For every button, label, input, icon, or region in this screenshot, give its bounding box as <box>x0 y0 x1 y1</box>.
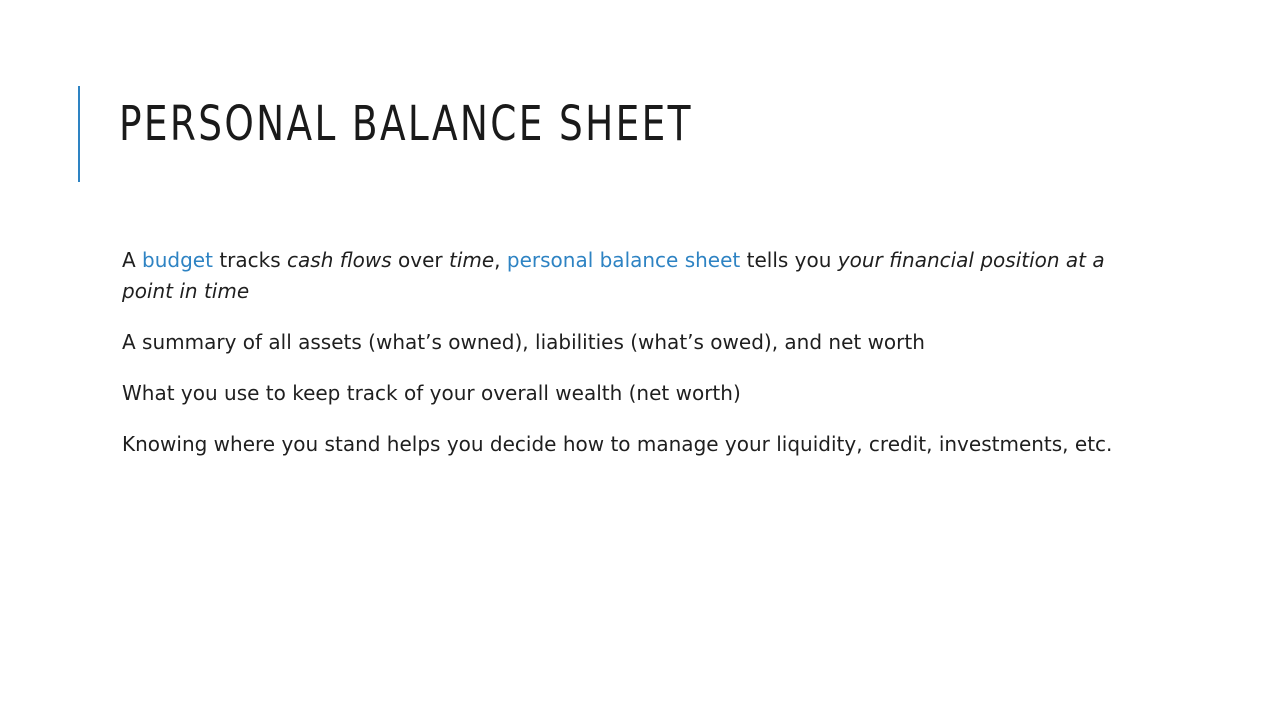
budget-term: budget <box>142 248 213 272</box>
bullet-1 <box>122 245 1142 307</box>
slide-title: PERSONAL BALANCE SHEET <box>119 96 693 152</box>
slide-body <box>122 245 1142 480</box>
bullet-1-text-a: A <box>122 248 143 272</box>
bullet-1-text-b: tracks <box>212 248 288 272</box>
personal-balance-sheet-term: personal balance sheet <box>506 248 741 272</box>
bullet-3: What you use to keep track of your overall wealth (net worth) <box>122 381 741 405</box>
time-term: time <box>448 248 495 272</box>
bullet-2: A summary of all assets (what’s owned), liabilities (what’s owed), and net worth <box>122 330 925 354</box>
financial-position-term: your financial position at a point in time <box>122 248 1105 303</box>
cash-flows-term: cash flows <box>287 248 392 272</box>
bullet-1-text-e: tells you <box>740 248 838 272</box>
bullet-1-text-d: , <box>494 248 507 272</box>
bullet-1-text-c: over <box>391 248 449 272</box>
bullet-4: Knowing where you stand helps you decide how to manage your liquidity, credit, investments, etc. <box>122 432 1113 456</box>
title-accent-bar <box>78 86 80 182</box>
